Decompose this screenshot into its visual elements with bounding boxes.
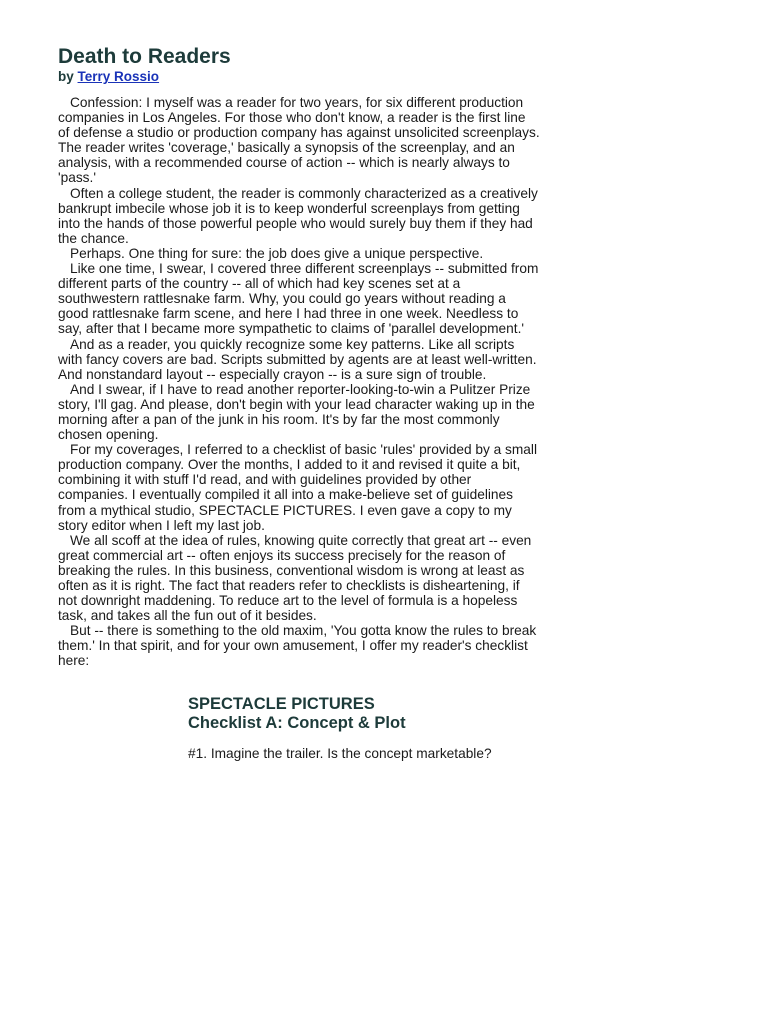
article-title: Death to Readers (58, 45, 231, 68)
paragraph: Confession: I myself was a reader for two years, for six different production companies in Los Angeles. For those who don't know, a reader is the first line of defense a studio or production company has against unsolicited screenplays. The reader writes 'coverage,' basically a synopsis of the screenplay, and an analysis, with a recommended course of action -- which is nearly always to 'pass.' (58, 95, 540, 186)
checklist-item: #1. Imagine the trailer. Is the concept marketable? (188, 745, 492, 761)
paragraph: Like one time, I swear, I covered three different screenplays -- submitted from different parts of the country -- all of which had key scenes set at a southwestern rattlesnake farm. Why, you could go years without reading a good rattlesnake farm scene, and here I had three in one week. Needless to say, after that I became more sympathetic to claims of 'parallel development.' (58, 261, 539, 337)
checklist-heading (188, 695, 508, 734)
article-body (58, 95, 540, 669)
checklist-section (188, 695, 508, 761)
author-link[interactable]: Terry Rossio (77, 69, 160, 84)
paragraph: We all scoff at the idea of rules, knowing quite correctly that great art -- even great commercial art -- often enjoys its success precisely for the reason of breaking the rules. In this business, conventional wisdom is wrong at least as often as it is right. The fact that readers refer to checklists is disheartening, if not downright maddening. To reduce art to the level of formula is a hopeless task, and takes all the fun out of it besides. (58, 532, 532, 624)
article (58, 44, 540, 761)
paragraph: And as a reader, you quickly recognize some key patterns. Like all scripts with fancy covers are bad. Scripts submitted by agents are at least well-written. And nonstandard layout -- especially crayon -- is a sure sign of trouble. (58, 336, 537, 382)
byline (58, 69, 540, 85)
paragraph: And I swear, if I have to read another reporter-looking-to-win a Pulitzer Prize story, I'll gag. And please, don't begin with your lead character waking up in the morning after a pan of the junk in his room. It's by far the most commonly chosen opening. (58, 381, 535, 443)
checklist-heading-studio: SPECTACLE PICTURES (188, 694, 375, 713)
checklist-heading-title: Checklist A: Concept & Plot (188, 714, 406, 733)
paragraph: For my coverages, I referred to a checklist of basic 'rules' provided by a small production company. Over the months, I added to it and revised it quite a bit, combining it with stuff I'd read, and with guidelines provided by other companies. I eventually compiled it all into a make-believe set of guidelines from a mythical studio, SPECTACLE PICTURES. I even gave a copy to my story editor when I left my last job. (58, 442, 537, 533)
paragraph: But -- there is something to the old maxim, 'You gotta know the rules to break them.' In that spirit, and for your own amusement, I offer my reader's checklist here: (58, 623, 537, 669)
paragraph: Often a college student, the reader is commonly characterized as a creatively bankrupt imbecile whose job it is to keep wonderful screenplays from getting into the hands of those powerful people who would surely buy them if they had the chance. (58, 185, 538, 246)
byline-prefix: by (58, 69, 74, 84)
paragraph: Perhaps. One thing for sure: the job does give a unique perspective. (70, 245, 484, 261)
